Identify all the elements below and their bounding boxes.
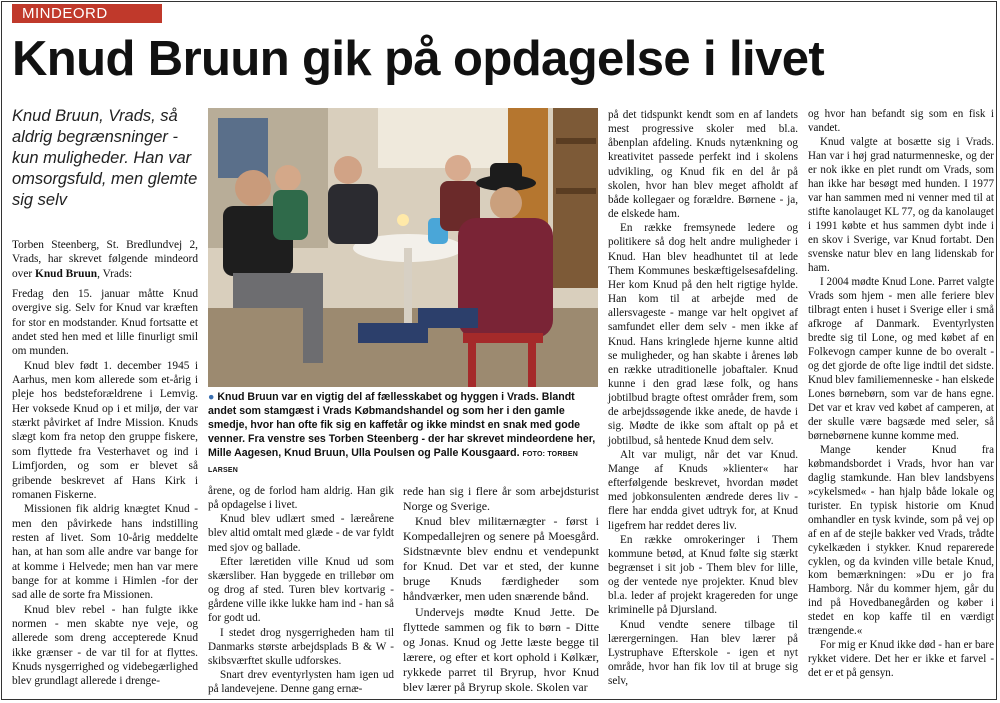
caption-text: Knud Bruun var en vigtig del af fællesskabet og hyggen i Vrads. Blandt andet som stamgæst i Vrads Købmandshandel og som her i den gamle smedje, hvor han ofte fik sig en kaffetår og ikke mindst en snak med gode venner. Fra venstre ses Torben Steenberg - der har skrevet mindeordene her, Mille Aagesen, Knud Bruun, Ulla Poulsen og Palle Kousgaard. <box>208 391 596 459</box>
article-column-4 <box>608 108 798 688</box>
intro-before: Torben Steenberg, St. Bredlundvej 2, Vrads, har skrevet følgende mindeord over <box>12 239 198 280</box>
paragraph: En række omrokeringer i Them kommune betød, at Knud følte sig stærkt begrænset i sit job - Them blev for lille, og der ventede nye projekter. Knud blev bl.a. leder af projekt kragereden for unge kriminelle på Djursland. <box>608 533 798 617</box>
paragraph: Snart drev eventyrlysten ham igen ud på landevejene. Denne gang ernæ- <box>208 669 394 696</box>
caption-bullet-icon: ● <box>208 391 215 403</box>
paragraph: Knud blev rebel - han fulgte ikke normen - men skabte nye veje, og allerede som dreng accepterede Knud ikke grænser - de var til for at flyttes. Knuds nysgerrighed og videbegærlighed blev grundlagt allerede i drenge- <box>12 603 198 688</box>
paragraph: rede han sig i flere år som arbejdsturist Norge og Sverige. <box>403 484 599 514</box>
paragraph: Knud valgte at bosætte sig i Vrads. Han var i høj grad naturmenneske, og der er nok ikke en plet rundt om Vrads, som han ikke har besøgt med hunden. I 1977 var han sammen med ni venner med til at stifte kanolauget KL 77, og da kanolauget i 1991 købte et hus sammen dybt inde i en skov i Sverige, var Knud fortabt. Den svenske natur blev en lang lidenskab for ham. <box>808 135 994 274</box>
paragraph: Efter læretiden ville Knud ud som skærsliber. Han byggede en trillebør om og drog af sted. Turen blev kortvarig - gårdene ville ikke lukke ham ind - han så for godt ud. <box>208 555 394 625</box>
paragraph: Mange kender Knud fra købmandsbordet i Vrads, hvor han var daglig stamkunde. Han blev landsbyens »cykelsmed« - han hjalp både lokale og turister. En typisk historie om Knud omhandler en tysk kvinde, som på vej op af en af de stejle bakker ved Vrads, trådte cykelkæden i stykker. Knud reparerede cyklen, og da kvinden ville betale Knud, kom bemærkningen: »Du er jo fra Hamborg. Når du kommer hjem, går du ind på Hovedbanegården og køber i stedet en kop kaffe til en værdigt trængende.« <box>808 443 994 638</box>
intro-after: , Vrads: <box>97 267 133 280</box>
photo-caption <box>208 390 598 478</box>
paragraph: For mig er Knud ikke død - han er bare rykket videre. Det her er ikke et farvel - det er et på gensyn. <box>808 639 994 680</box>
paragraph: I 2004 mødte Knud Lone. Parret valgte Vrads som hjem - men alle feriere blev tilbragt enten i huset i Sverige eller i små afkroge af Danmark. Eventyrlysten bredte sig til Lone, og med købet af en Folkevogn camper kunne de bo overalt - og det gjorde de ofte lige indtil det sidste. Knud blev familiemenneske - han elskede Lones børnebørn, som var de hans egne. Det var et krav ved købet af camperen, at der skulle være bagsæde med seler, så børnebørnene kunne komme med. <box>808 275 994 442</box>
paragraph: årene, og de forlod ham aldrig. Han gik på opdagelse i livet. <box>208 485 394 512</box>
paragraph: Knud vendte senere tilbage til lærergerningen. Han blev lærer på Lystruphave Efterskole - igen et nyt område, hvor han fik lov til at bruge sig selv, <box>608 618 798 688</box>
article-column-1 <box>12 238 198 689</box>
section-tag: MINDEORD <box>12 4 162 23</box>
photo-credit: FOTO: TORBEN LARSEN <box>208 451 578 474</box>
article-column-3 <box>403 484 599 695</box>
paragraph: Alt var muligt, når det var Knud. Mange af Knuds »klienter« har efterfølgende beskrevet, hvordan mødet med jobkonsulenten ændrede deres liv - flere har endda givet udtryk for, at Knud ligefrem har reddet deres liv. <box>608 448 798 532</box>
paragraph: Knud blev militærnægter - først i Kompedallejren og senere på Moesgård. Sidstnævnte blev endnu et vendepunkt for Knud. Det var et sted, der kunne bruge Knuds færdigheder som håndværker, men uden snærende bånd. <box>403 514 599 604</box>
intro-name: Knud Bruun <box>35 267 98 280</box>
paragraph: I stedet drog nysgerrigheden ham til Danmarks største arbejdsplads B & W - skibsværftet skulle udforskes. <box>208 626 394 667</box>
paragraph: Fredag den 15. januar måtte Knud overgive sig. Selv for Knud var kræften for stor en modstander. Knud fortsatte et andet sted hen med et lille finurligt smil om munden. <box>12 288 198 358</box>
paragraph: på det tidspunkt kendt som en af landets mest progressive skoler med bl.a. åbenplan afdeling. Knuds nytænkning og kreativitet passede perfekt ind i skolens udvikling, og Knud fik en del år på skolen, hvor han blev meget afholdt af både kollegaer og forældre. Børnene - ja, de elskede ham. <box>608 109 798 221</box>
photo-illustration <box>208 108 598 387</box>
article-column-5 <box>808 108 994 681</box>
article-column-2 <box>208 484 394 696</box>
intro-paragraph <box>12 238 198 281</box>
paragraph: Missionen fik aldrig knægtet Knud - men den påvirkede hans indstilling resten af livet. Som 10-årig meddelte han, at han som alle andre var bange for at komme i Helvede; men han var mere bange for at komme i Himlen -for der sad alle de sorte fra Missionen. <box>12 503 198 602</box>
paragraph: En række fremsynede ledere og politikere så dog helt andre muligheder i Knud. Han blev headhuntet til at lede Them Kommunes beskæftigelsesafdeling. Her kom Knud på den helt rigtige hylde. Han kom til at arbejde med de allersvageste - mange var helt opgivet af samfundet eller dem selv - men ikke af Knud. Hans kringlede hjerne kunne altid se muligheder, og han skabte i årenes løb en række utraditionelle jobaftaler. Knud kunne i den grad læse folk, og hans jobtilbud bragte oftest områder frem, som de arbejdssøgende ikke anede, de havde i sig. Mødte de ikke som aftalt op på et jobtilbud, så hentede Knud dem selv. <box>608 222 798 447</box>
paragraph: Knud blev født 1. december 1945 i Aarhus, men kom allerede som et-årig i pleje hos bedsteforældrene i Lemvig. Her voksede Knud op i et miljø, der var stærkt påvirket af Indre Mission. Knuds slægt kom fra netop den gruppe fiskere, som flyttede fra Vesterhavet og ind i Limfjorden, og som er blevet så gribende beskrevet af Hans Kirk i romanen Fiskerne. <box>12 359 198 501</box>
paragraph: Knud blev udlært smed - læreårene blev altid omtalt med glæde - de var fyldt med sjov og ballade. <box>208 513 394 554</box>
paragraph: og hvor han befandt sig som en fisk i vandet. <box>808 108 994 134</box>
paragraph: Undervejs mødte Knud Jette. De flyttede sammen og fik to børn - Ditte og Jonas. Knud og Jette læste begge til lærere, og efter et kort ophold i Kølkær, rykkede parret til Bryrup, hvor Knud blev lærer på Bryrup skole. Skolen var <box>403 604 599 694</box>
article-photo <box>208 108 598 387</box>
deck-subtitle: Knud Bruun, Vrads, så aldrig begrænsninger - kun muligheder. Han var omsorgsfuld, men glemte sig selv <box>12 107 198 209</box>
headline: Knud Bruun gik på opdagelse i livet <box>12 32 825 86</box>
